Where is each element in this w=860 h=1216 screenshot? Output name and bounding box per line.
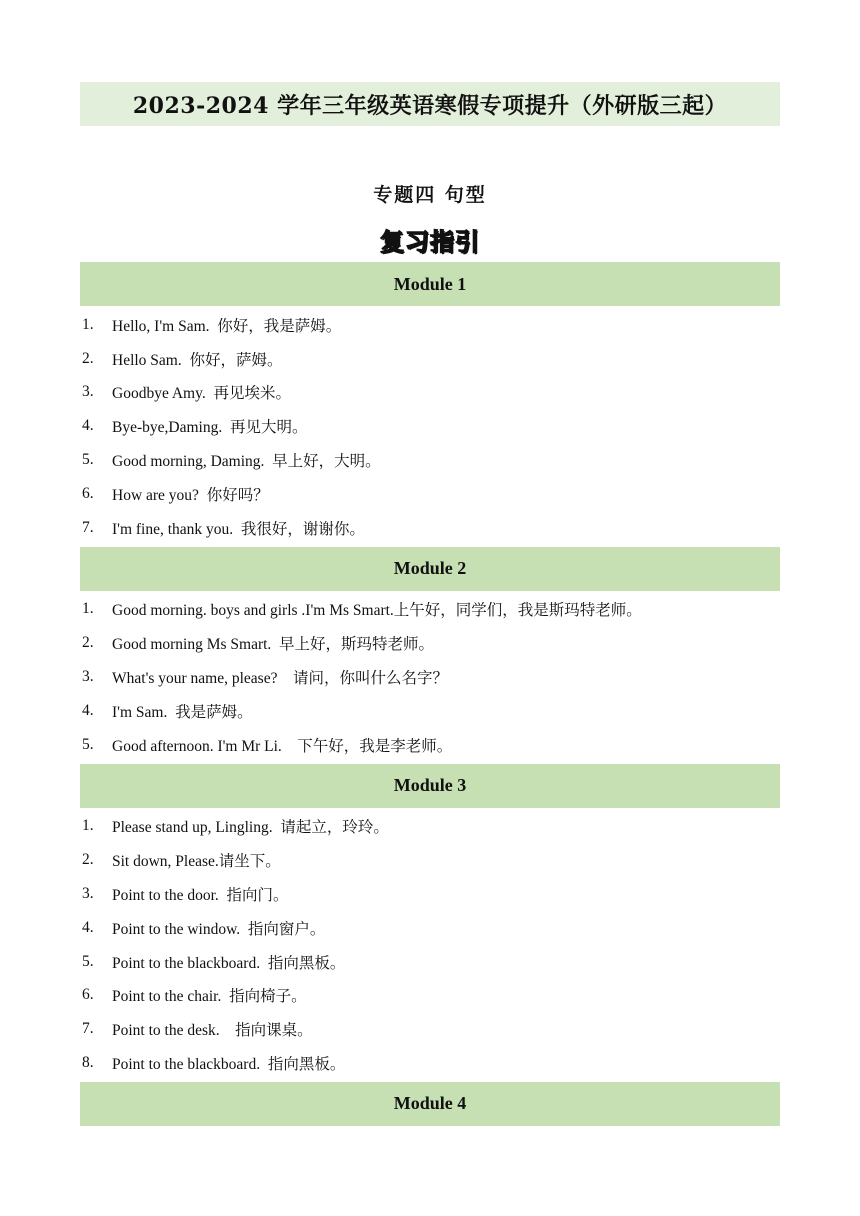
- list-item: [80, 843, 780, 877]
- list-item: [80, 511, 780, 545]
- sentence-text: Point to the desk. 指向课桌。: [112, 1022, 313, 1040]
- sentence-text: Hello Sam. 你好，萨姆。: [112, 351, 283, 369]
- item-number: 1.: [82, 600, 94, 618]
- document-title-banner: [80, 82, 780, 126]
- sentence-text: Good morning, Daming. 早上好，大明。: [112, 453, 381, 471]
- item-number: 6.: [82, 986, 94, 1004]
- item-number: 2.: [82, 349, 94, 367]
- sentence-text: Goodbye Amy. 再见埃米。: [112, 385, 291, 403]
- sentence-list: [80, 810, 780, 1080]
- list-item: [80, 308, 780, 342]
- sentence-text: Point to the door. 指向门。: [112, 887, 289, 905]
- item-number: 6.: [82, 484, 94, 502]
- module-header: Module 3: [80, 764, 780, 808]
- sentence-text: Sit down, Please.请坐下。: [112, 853, 281, 871]
- item-number: 1.: [82, 315, 94, 333]
- item-number: 1.: [82, 817, 94, 835]
- item-number: 7.: [82, 1020, 94, 1038]
- list-item: [80, 626, 780, 660]
- review-guide-label: 复习指引: [380, 228, 480, 256]
- item-number: 3.: [82, 668, 94, 686]
- review-guide-badge: [0, 222, 860, 257]
- sentence-text: How are you? 你好吗？: [112, 486, 269, 504]
- list-item: [80, 660, 780, 694]
- item-number: 5.: [82, 735, 94, 753]
- item-number: 2.: [82, 634, 94, 652]
- module-header: Module 1: [80, 262, 780, 306]
- item-number: 4.: [82, 918, 94, 936]
- sentence-text: Good afternoon. I'm Mr Li. 下午好，我是李老师。: [112, 737, 453, 755]
- list-item: [80, 477, 780, 511]
- item-number: 3.: [82, 885, 94, 903]
- item-number: 2.: [82, 851, 94, 869]
- list-item: [80, 877, 780, 911]
- item-number: 5.: [82, 451, 94, 469]
- list-item: [80, 1012, 780, 1046]
- sentence-text: I'm fine, thank you. 我很好，谢谢你。: [112, 520, 365, 538]
- sentence-text: I'm Sam. 我是萨姆。: [112, 703, 253, 721]
- list-item: [80, 979, 780, 1013]
- item-number: 4.: [82, 417, 94, 435]
- item-number: 3.: [82, 383, 94, 401]
- list-item: [80, 694, 780, 728]
- sentence-text: Good morning. boys and girls .I'm Ms Smart.上午好，同学们，我是斯玛特老师。: [112, 602, 642, 620]
- document-title: 2023-2024 学年三年级英语寒假专项提升（外研版三起）: [132, 92, 728, 119]
- item-number: 7.: [82, 518, 94, 536]
- list-item: [80, 342, 780, 376]
- list-item: [80, 409, 780, 443]
- item-number: 4.: [82, 701, 94, 719]
- list-item: [80, 728, 780, 762]
- list-item: [80, 376, 780, 410]
- list-item: [80, 443, 780, 477]
- sentence-list: [80, 308, 780, 545]
- list-item: [80, 945, 780, 979]
- list-item: [80, 1046, 780, 1080]
- sentence-list: [80, 593, 780, 762]
- section-subtitle: 专题四 句型: [373, 184, 487, 206]
- list-item: [80, 911, 780, 945]
- sentence-text: Point to the blackboard. 指向黑板。: [112, 954, 346, 972]
- sentence-text: Bye-bye,Daming. 再见大明。: [112, 419, 308, 437]
- sentence-text: Please stand up, Lingling. 请起立，玲玲。: [112, 819, 389, 837]
- sentence-text: Good morning Ms Smart. 早上好，斯玛特老师。: [112, 636, 435, 654]
- sentence-text: What's your name, please? 请问，你叫什么名字？: [112, 670, 448, 688]
- list-item: [80, 593, 780, 627]
- list-item: [80, 810, 780, 844]
- item-number: 5.: [82, 952, 94, 970]
- sentence-text: Point to the blackboard. 指向黑板。: [112, 1056, 346, 1074]
- module-header: Module 2: [80, 547, 780, 591]
- sentence-text: Point to the window. 指向窗户。: [112, 920, 326, 938]
- modules-container: [80, 262, 780, 1128]
- module-header: Module 4: [80, 1082, 780, 1126]
- sentence-text: Hello, I'm Sam. 你好，我是萨姆。: [112, 317, 342, 335]
- sentence-text: Point to the chair. 指向椅子。: [112, 988, 307, 1006]
- item-number: 8.: [82, 1054, 94, 1072]
